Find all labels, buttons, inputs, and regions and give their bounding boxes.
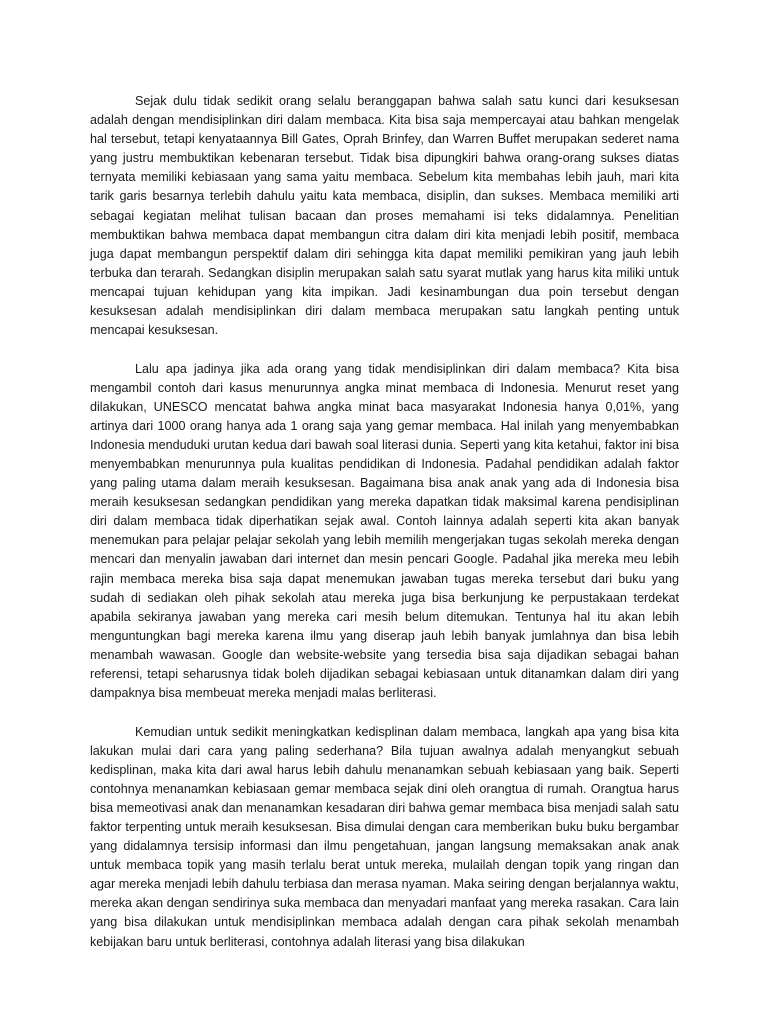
paragraph-3: Kemudian untuk sedikit meningkatkan kedisplinan dalam membaca, langkah apa yang bisa kita lakukan mulai dari cara yang paling sederhana? Bila tujuan awalnya adalah menyangkut sebuah kedisplinan, maka kita dari awal harus lebih dahulu menanamkan sebuah kebiasaan yang baik. Seperti contohnya menanamkan kebiasaan gemar membaca sejak dini oleh orangtua di rumah. Orangtua harus bisa memeotivasi anak dan menanamkan kesadaran diri bahwa gemar membaca bisa menjadi salah satu faktor terpenting untuk meraih kesuksesan. Bisa dimulai dengan cara memberikan buku buku bergambar yang didalamnya tersisip informasi dan ilmu pengetahuan, jangan langsung memaksakan anak anak untuk membaca topik yang masih terlalu berat untuk mereka, mulailah dengan topik yang ringan dan agar mereka menjadi lebih dahulu terbiasa dan merasa nyaman. Maka seiring dengan berjalannya waktu, mereka akan dengan sendirinya suka membaca dan menyadari manfaat yang mereka rasakan. Cara lain yang bisa dilakukan untuk mendisiplinkan membaca adalah dengan cara pihak sekolah menambah kebijakan baru untuk berliterasi, contohnya adalah literasi yang bisa dilakukan <box>90 724 679 949</box>
document-page <box>90 92 679 971</box>
paragraph-2: Lalu apa jadinya jika ada orang yang tidak mendisiplinkan diri dalam membaca? Kita bisa mengambil contoh dari kasus menurunnya angka minat membaca di Indonesia. Menurut reset yang dilakukan, UNESCO mencatat bahwa angka minat baca masyarakat Indonesia hanya 0,01%, yang artinya dari 1000 orang hanya ada 1 orang saja yang gemar membaca. Hal inilah yang menyembabkan Indonesia menduduki urutan kedua dari bawah soal literasi dunia. Seperti yang kita ketahui, faktor ini bisa menyembabkan menurunnya pula kualitas pendidikan di Indonesia. Padahal pendidikan adalah faktor yang paling utama dalam meraih kesuksesan. Bagaimana bisa anak anak yang ada di Indonesia bisa meraih kesuksesan sedangkan pendidikan yang mereka dapatkan tidak maksimal karena pendisiplinan diri dalam membaca tidak diperhatikan sejak awal. Contoh lainnya adalah seperti kita akan banyak menemukan para pelajar pelajar sekolah yang lebih memilih mengerjakan tugas sekolah mereka dengan mencari dan menyalin jawaban dari internet dan mesin pencari Google. Padahal jika mereka meu lebih rajin membaca mereka bisa saja dapat menemukan jawaban tugas mereka tersebut dari buku yang sudah di sediakan oleh pihak sekolah atau mereka juga bisa berkunjung ke perpustakaan terdekat apabila sekiranya jawaban yang mereka cari mesih belum ditemukan. Tentunya hal itu akan lebih menguntungkan bagi mereka karena ilmu yang diserap jauh lebih banyak jumlahnya dan bisa lebih menambah wawasan. Google dan website-website yang tersedia bisa saja dijadikan sebagai bahan referensi, tetapi seharusnya tidak boleh dijadikan sebagai kebiasaan untuk ditanamkan dalam diri yang dampaknya bisa membeuat mereka menjadi malas berliterasi. <box>90 361 679 701</box>
paragraph-1: Sejak dulu tidak sedikit orang selalu beranggapan bahwa salah satu kunci dari kesuksesan adalah dengan mendisiplinkan diri dalam membaca. Kita bisa saja mempercayai atau bahkan mengelak hal tersebut, tetapi kenyataannya Bill Gates, Oprah Brinfey, dan Warren Buffet merupakan sederet nama yang justru membuktikan kebenaran tersebut. Tidak bisa dipungkiri bahwa orang-orang sukses diatas ternyata memiliki kebiasaan yang sama yaitu membaca. Sebelum kita membahas lebih jauh, mari kita tarik garis besarnya terlebih dahulu yaitu kata membaca, disiplin, dan sukses. Membaca memiliki arti sebagai kegiatan melihat tulisan bacaan dan proses memahami isi teks didalamnya. Penelitian membuktikan bahwa membaca dapat membangun citra dalam diri kita menjadi lebih positif, membaca juga dapat membangun perspektif dalam diri sehingga kita dapat memiliki pemikiran yang jauh lebih terbuka dan terarah. Sedangkan disiplin merupakan salah satu syarat mutlak yang harus kita miliki untuk mencapai tujuan kehidupan yang kita impikan. Jadi kesinambungan dua poin tersebut dengan kesuksesan adalah mendisiplinkan diri dalam membaca merupakan satu langkah penting untuk mencapai kesuksesan. <box>90 94 679 338</box>
